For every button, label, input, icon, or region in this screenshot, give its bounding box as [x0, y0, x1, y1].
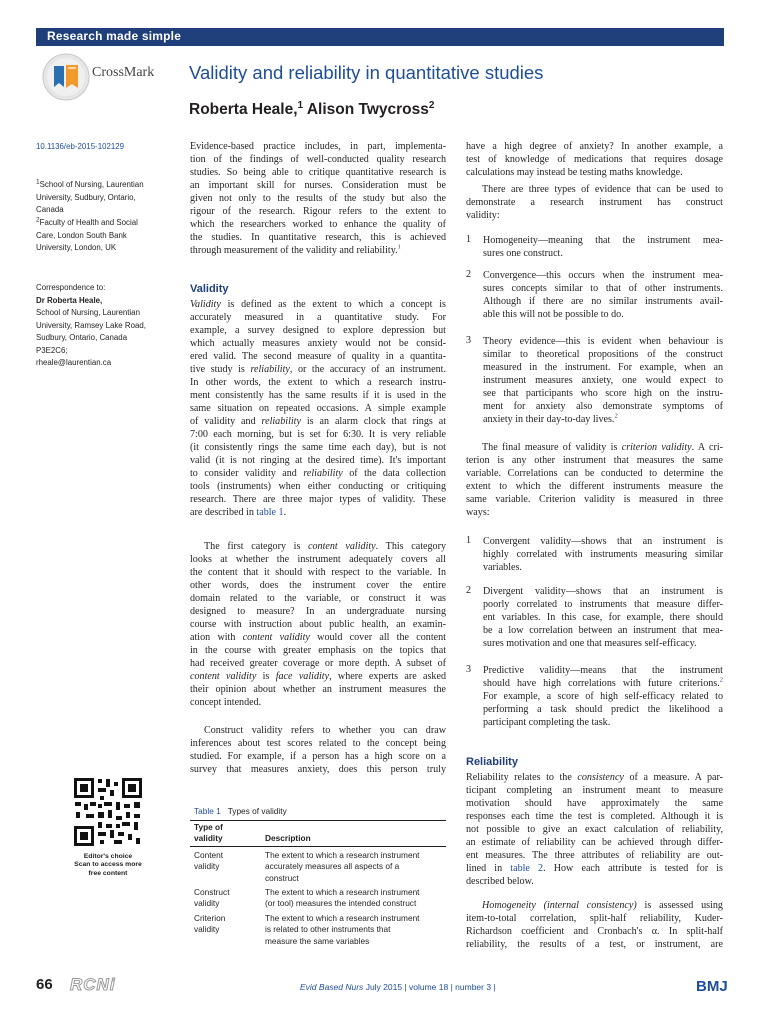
journal-name: Evid Based Nurs — [300, 982, 364, 992]
list-item-line: sures one construct. — [483, 248, 563, 259]
text-line: Evidence-based practice includes, in part, implementa- — [190, 141, 446, 152]
qr-caption-line: Scan to access more — [74, 861, 142, 869]
text-line: to consider validity and reliability of the data collection — [190, 468, 446, 479]
text-line: terion is any other instrument that measures the same — [466, 455, 723, 466]
list-number: 2 — [466, 269, 472, 280]
list-item-line: able this will not be possible to do. — [483, 309, 624, 320]
qr-caption-line: Editor's choice — [83, 853, 133, 860]
text-line: tive study is reliability, or the accuracy of an instrument. — [190, 364, 446, 375]
text-line: described below. — [466, 876, 534, 887]
text-line: an important skill for nurses. Consideration must be — [190, 180, 446, 191]
table-row-desc: The extent to which a research instrument (or tool) measures the intended construct — [265, 887, 420, 909]
corr-name: Dr Roberta Heale, — [36, 295, 103, 305]
list-item-line: ent variables. In this case, for example, there should — [483, 612, 723, 623]
text-line: Reliability relates to the consistency of a measure. A par- — [466, 772, 723, 783]
corr-label: Correspondence to: — [36, 283, 106, 292]
text-line: demonstrate a research instrument has construct — [466, 197, 723, 208]
list-item-line: Homogeneity—meaning that the instrument mea- — [483, 235, 723, 246]
text-line: same variable. Criterion validity is measured in three — [466, 494, 723, 505]
table-header-type: Type of validity — [194, 822, 223, 844]
text-line: studies. So being able to critique quantitative research is — [190, 167, 446, 178]
author-1: Roberta Heale, — [189, 101, 298, 118]
table-title: Types of validity — [227, 806, 287, 816]
table-caption — [194, 806, 287, 817]
aff1-line: School of Nursing, Laurentian — [39, 180, 144, 189]
text-line: 7:00 each morning, but is set for 6:30. It is very reliable — [190, 429, 446, 440]
text-line: valid (it is not ringing at the desired time). It's important — [190, 455, 446, 466]
text-line: reliability, the results of a test, or instrument, are — [466, 939, 723, 950]
text-line: Construct validity refers to whether you can draw — [204, 725, 446, 736]
footer-citation — [300, 982, 496, 992]
text-line: rigour of the research. Rigour refers to the extent to — [190, 206, 446, 217]
list-number: 3 — [466, 664, 472, 675]
text-line: extent to which the different instruments measure the — [466, 481, 723, 492]
text-line: content validity is face validity, where experts are asked — [190, 671, 446, 682]
journal-issue: July 2015 | volume 18 | number 3 | — [365, 982, 496, 992]
text-line: ways: — [466, 507, 490, 518]
text-line: motivation should have approximately the same — [466, 798, 723, 809]
aff2-line: University, London, UK — [36, 243, 117, 252]
text-line: the content that it should with respect to the variable. In — [190, 567, 446, 578]
list-item-line: Convergence—this occurs when the instrument mea- — [483, 270, 723, 281]
article-title: Validity and reliability in quantitative studies — [189, 62, 544, 83]
author-2: Alison Twycross — [306, 101, 429, 118]
text-line: tion of the findings of well-conducted quality research — [190, 154, 446, 165]
corr-email[interactable]: rheale@laurentian.ca — [36, 358, 112, 367]
text-line: in the course with greater emphasis on the topics that — [190, 645, 446, 656]
text-line: studied. For example, if a person has a high score on a — [190, 751, 446, 762]
text-line: had received greater coverage or more depth. A subset of — [190, 658, 446, 669]
text-line: course with instruction about public health, an examin- — [190, 619, 446, 630]
banner-label: Research made simple — [47, 29, 182, 43]
text-line: research. There are three major types of validity. These — [190, 494, 446, 505]
text-line: Validity is defined as the extent to which a concept is — [190, 299, 446, 310]
text-line: their opinion about whether an instrument measures the — [190, 684, 446, 695]
list-item-line: be a low correlation between an instrument that mea- — [483, 625, 723, 636]
text-line: looks at whether the instrument adequately covers all — [190, 554, 446, 565]
list-item-line: Predictive validity—means that the instrument — [483, 665, 723, 676]
text-line: Richardson coefficient and Cronbach's α. In split-half — [466, 926, 723, 937]
corr-line: P3E2C6; — [36, 345, 68, 355]
table-rule-top — [190, 820, 446, 821]
bmj-logo[interactable]: BMJ — [696, 978, 728, 995]
text-line: tools (instruments) when either conducting or critiquing — [190, 481, 446, 492]
list-item-line: variables. — [483, 562, 522, 573]
affiliation-1 — [36, 179, 144, 217]
text-line: variable. Correlations can be conducted to determine the — [466, 468, 723, 479]
list-item-line: poorly correlated to instruments that measure differ- — [483, 599, 723, 610]
text-line: calculations may instead be testing maths knowledge. — [466, 167, 683, 178]
text-line: which actually measures anxiety would not be consid- — [190, 338, 446, 349]
list-number: 2 — [466, 585, 472, 596]
text-line: example, a survey designed to explore depression but — [190, 325, 446, 336]
text-line: ation with content validity would cover all the content — [190, 632, 446, 643]
corr-line: University, Ramsey Lake Road, — [36, 320, 146, 330]
aff1-line: University, Sudbury, Ontario, — [36, 192, 136, 202]
qr-caption-line: free content — [88, 869, 128, 877]
aff1-sup: 1 — [36, 178, 40, 186]
text-line: not possible to give an exact calculation of reliability, — [466, 824, 723, 835]
qr-code-icon — [72, 776, 144, 848]
text-line: the studies. In quantitative research, this is achieved — [190, 232, 446, 243]
text-line: responses each time the test is completed. Although it is — [466, 811, 723, 822]
text-line: Homogeneity (internal consistency) is assessed using — [482, 900, 723, 911]
page-number: 66 — [36, 976, 53, 993]
list-item-line: participant completing the task. — [483, 717, 611, 728]
list-item-line: similar to theoretical propositions of the construct — [483, 349, 723, 360]
author-1-sup: 1 — [297, 99, 304, 111]
text-line: same situation on repeated occasions. A simple example — [190, 403, 446, 414]
text-line: which the researchers worked to enhance the quality of — [190, 219, 446, 230]
aff2-line: Faculty of Health and Social — [39, 218, 138, 227]
text-line: (it consistently rings the same time each day), but is not — [190, 442, 446, 453]
text-line: inferences about test scores related to the concept being — [190, 738, 446, 749]
text-line: domain related to the variable, or construct it was — [190, 593, 446, 604]
list-item-line: instrument measures anxiety, one would expect to — [483, 375, 723, 386]
table-row-type: Criterion validity — [194, 913, 226, 935]
text-line: survey that measures anxiety, does this person truly — [190, 764, 446, 775]
table-row-type: Construct validity — [194, 887, 230, 909]
corr-line: Sudbury, Ontario, Canada — [36, 333, 128, 342]
text-line: designed to measure? In an undergraduate nursing — [190, 606, 446, 617]
rcni-logo: RCNi — [70, 975, 116, 994]
text-line: test of knowledge of medications that requires dosage — [466, 154, 723, 165]
list-item-line: Convergent validity—shows that an instrument is — [483, 536, 723, 547]
correspondence — [36, 282, 146, 370]
reliability-heading: Reliability — [466, 756, 518, 768]
list-item-line: should have high correlations with future criterions.$^2$ — [483, 677, 723, 689]
text-span: through measurement of the validity and reliability. — [190, 245, 398, 256]
doi-link[interactable]: 10.1136/eb-2015-102129 — [36, 142, 125, 151]
article-authors — [189, 101, 434, 119]
text-line — [190, 244, 401, 257]
table-row-desc: The extent to which a research instrument is related to other instruments that measure the same variables — [265, 913, 420, 946]
aff2-line: Care, London South Bank — [36, 230, 127, 240]
list-item-line: see that participants who score high on the instru- — [483, 388, 723, 399]
list-number: 1 — [466, 234, 472, 245]
list-item-line: performing a task should predict the likelihood a — [483, 704, 723, 715]
affiliation-2 — [36, 217, 138, 255]
text-line: accurately measured in a quantitative study. For — [190, 312, 446, 323]
text-line: have a high degree of anxiety? In another example, a — [466, 141, 723, 152]
text-line: given not only to the results of the study but also the — [190, 193, 446, 204]
list-number: 3 — [466, 335, 472, 346]
ref-sup[interactable]: 1 — [397, 243, 401, 251]
text-line: item-to-total correlation, split-half reliability, Kuder- — [466, 913, 723, 924]
table-header-desc: Description — [265, 833, 311, 843]
crossmark-logo[interactable] — [42, 53, 90, 101]
crossmark-icon — [42, 53, 90, 101]
text-line: ered valid. The second measure of quality in a quantita- — [190, 351, 446, 362]
text-line: There are three types of evidence that can be used to — [482, 184, 723, 195]
list-item-line: measured in the instrument. For example, when an — [483, 362, 723, 373]
list-item-line: anxiety in their day-to-day lives.$^2$ — [483, 412, 618, 425]
table-row-type: Content validity — [194, 850, 224, 872]
table-rule-mid — [190, 846, 446, 847]
text-line: In other words, the extent to which a research instru- — [190, 377, 446, 388]
list-number: 1 — [466, 535, 472, 546]
list-item-line: sures concepts similar to that of other instruments. — [483, 283, 723, 294]
aff2-sup: 2 — [36, 216, 40, 224]
list-item-line: Theory evidence—this is evident when behaviour is — [483, 336, 723, 347]
crossmark-label: CrossMark — [92, 65, 155, 80]
text-line: ment consistently has the same results if it is used in the — [190, 390, 446, 401]
list-item-line: sures motivation and one that measures self-efficacy. — [483, 638, 697, 649]
text-line: The first category is content validity. This category — [204, 541, 446, 552]
table-label: Table 1 — [194, 806, 221, 816]
text-line: ent measures. The three attributes of reliability are out- — [466, 850, 723, 861]
list-item-line: Divergent validity—shows that an instrument is — [483, 586, 723, 597]
validity-heading: Validity — [190, 283, 229, 295]
aff1-line: Canada — [36, 205, 64, 214]
list-item-line: Although if there are no similar instruments avail- — [483, 296, 723, 307]
qr-caption — [64, 853, 152, 878]
corr-line: School of Nursing, Laurentian — [36, 308, 140, 317]
text-line: are described in table 1. — [190, 507, 287, 518]
list-item-line: ment for anxiety also demonstrate symptoms of — [483, 401, 723, 412]
text-line: concept intended. — [190, 697, 262, 708]
author-2-sup: 2 — [428, 99, 435, 111]
text-line: of validity and reliability is an alarm clock that rings at — [190, 416, 446, 427]
text-line: lined in table 2. How each attribute is tested for is — [466, 863, 723, 874]
list-item-line: highly correlated with instruments measuring similar — [483, 549, 723, 560]
text-line: an estimate of reliability can be achieved through differ- — [466, 837, 723, 848]
table-row-desc: The extent to which a research instrument accurately measures all aspects of a construct — [265, 850, 420, 883]
text-line: ticipant completing an instrument meant to measure — [466, 785, 723, 796]
text-line: other words, does the instrument cover the entire — [190, 580, 446, 591]
text-line: validity: — [466, 210, 500, 221]
list-item-line: For example, a score of high self-efficacy related to — [483, 691, 723, 702]
text-line: The final measure of validity is criterion validity. A cri- — [482, 442, 723, 453]
qr-code[interactable] — [72, 776, 144, 848]
